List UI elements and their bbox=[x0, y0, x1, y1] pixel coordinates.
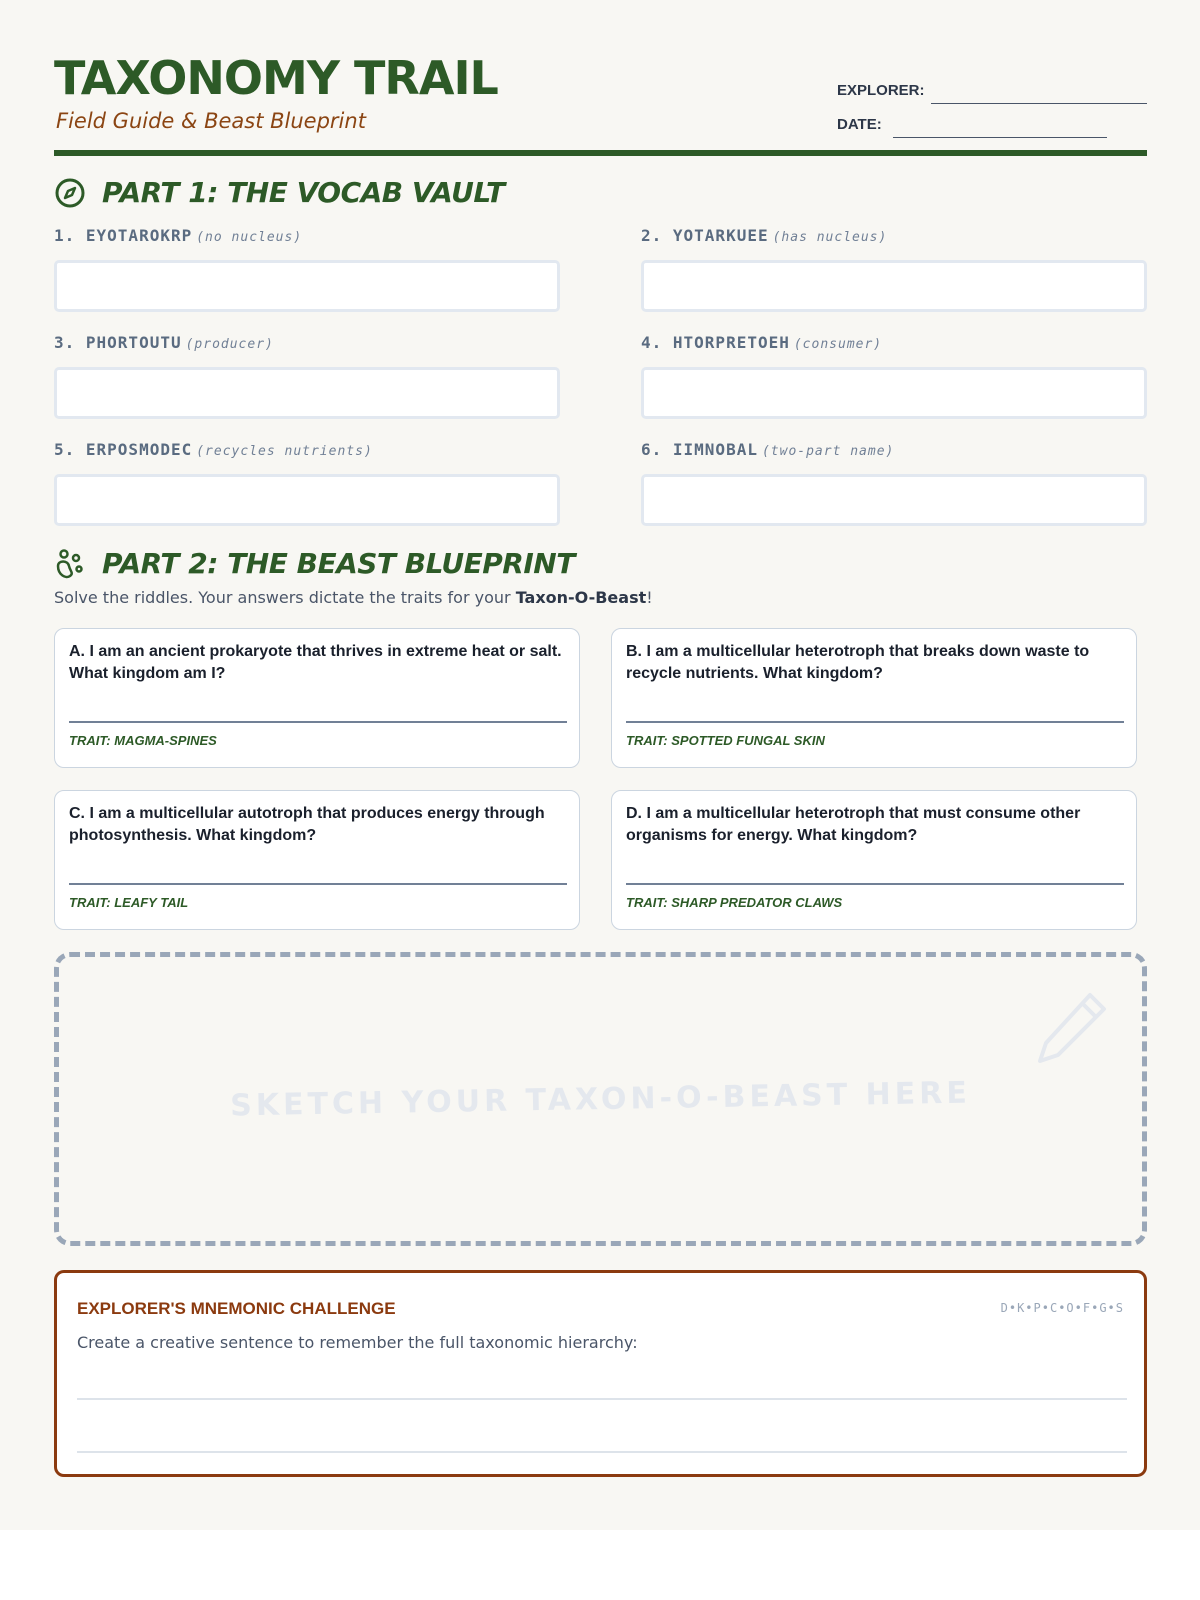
date-field[interactable] bbox=[893, 137, 1107, 138]
header-divider bbox=[54, 150, 1147, 156]
vocab-item bbox=[641, 438, 1147, 530]
riddle-card bbox=[54, 790, 580, 930]
part2-instructions bbox=[54, 588, 653, 607]
vocab-hint: (consumer) bbox=[793, 337, 883, 352]
vocab-label bbox=[54, 224, 560, 250]
riddle-question: C. I am a multicellular autotroph that produces energy through photosynthesis. What kingdom? bbox=[69, 805, 545, 844]
riddle-question: B. I am a multicellular heterotroph that breaks down waste to recycle nutrients. What kingdom? bbox=[626, 643, 1090, 682]
explorer-name-field[interactable] bbox=[931, 103, 1147, 104]
riddle-answer-line[interactable] bbox=[626, 883, 1124, 885]
vocab-word: 4. HTORPRETOEH bbox=[641, 333, 790, 352]
date-label: DATE: bbox=[837, 116, 882, 133]
vocab-word: 5. ERPOSMODEC bbox=[54, 440, 193, 459]
worksheet-subtitle: Field Guide & Beast Blueprint bbox=[56, 109, 366, 133]
riddle-answer-line[interactable] bbox=[69, 883, 567, 885]
vocab-hint: (recycles nutrients) bbox=[196, 444, 373, 459]
part1-heading-row bbox=[54, 173, 1147, 213]
riddle-trait: TRAIT: LEAFY TAIL bbox=[69, 895, 189, 910]
vocab-answer-box[interactable] bbox=[641, 367, 1147, 419]
date-row bbox=[837, 114, 1147, 148]
vocab-item bbox=[641, 331, 1147, 423]
vocab-item bbox=[54, 224, 560, 316]
riddle-card bbox=[54, 628, 580, 768]
vocab-answer-box[interactable] bbox=[54, 367, 560, 419]
riddle-trait: TRAIT: SPOTTED FUNGAL SKIN bbox=[626, 733, 825, 748]
riddle-trait: TRAIT: MAGMA-SPINES bbox=[69, 733, 217, 748]
sketch-placeholder: SKETCH YOUR TAXON-O-BEAST HERE bbox=[229, 1075, 972, 1123]
taxonomy-code: D•K•P•C•O•F•G•S bbox=[1000, 1301, 1124, 1315]
explorer-label: EXPLORER: bbox=[837, 82, 925, 99]
explorer-row bbox=[837, 80, 1147, 114]
vocab-word: 3. PHORTOUTU bbox=[54, 333, 182, 352]
vocab-hint: (has nucleus) bbox=[772, 230, 888, 245]
intro-beast-name: Taxon-O-Beast bbox=[515, 588, 647, 607]
mnemonic-challenge bbox=[54, 1270, 1147, 1477]
paw-print-icon bbox=[54, 548, 86, 580]
pencil-icon bbox=[1032, 987, 1112, 1067]
vocab-item bbox=[641, 224, 1147, 316]
mnemonic-answer-line[interactable] bbox=[77, 1451, 1127, 1453]
vocab-label bbox=[641, 224, 1147, 250]
vocab-answer-box[interactable] bbox=[54, 260, 560, 312]
intro-suffix: ! bbox=[646, 588, 653, 607]
vocab-label bbox=[641, 438, 1147, 464]
part1-heading: PART 1: THE VOCAB VAULT bbox=[102, 176, 505, 209]
riddle-card bbox=[611, 628, 1137, 768]
sketch-area[interactable] bbox=[54, 952, 1147, 1246]
riddle-answer-line[interactable] bbox=[69, 721, 567, 723]
vocab-word: 1. EYOTAROKRP bbox=[54, 226, 193, 245]
riddle-question: D. I am a multicellular heterotroph that must consume other organisms for energy. What kingdom? bbox=[626, 805, 1081, 844]
vocab-label bbox=[641, 331, 1147, 357]
intro-text: Solve the riddles. Your answers dictate the traits for your bbox=[54, 588, 516, 607]
riddle-question: A. I am an ancient prokaryote that thrives in extreme heat or salt. What kingdom am I? bbox=[69, 643, 562, 682]
part2-heading: PART 2: THE BEAST BLUEPRINT bbox=[102, 547, 575, 580]
vocab-hint: (producer) bbox=[185, 337, 274, 352]
riddle-trait: TRAIT: SHARP PREDATOR CLAWS bbox=[626, 895, 843, 910]
vocab-answer-box[interactable] bbox=[641, 474, 1147, 526]
riddle-answer-line[interactable] bbox=[626, 721, 1124, 723]
vocab-hint: (no nucleus) bbox=[196, 230, 303, 245]
vocab-hint: (two-part name) bbox=[761, 444, 895, 459]
compass-icon bbox=[54, 177, 86, 209]
mnemonic-title: EXPLORER'S MNEMONIC CHALLENGE bbox=[77, 1299, 396, 1318]
vocab-word: 2. YOTARKUEE bbox=[641, 226, 769, 245]
vocab-answer-box[interactable] bbox=[54, 474, 560, 526]
mnemonic-answer-line[interactable] bbox=[77, 1398, 1127, 1400]
vocab-label bbox=[54, 438, 560, 464]
vocab-label bbox=[54, 331, 560, 357]
worksheet-title: TAXONOMY TRAIL bbox=[54, 51, 498, 105]
part2-heading-row bbox=[54, 544, 1147, 584]
explorer-info bbox=[837, 80, 1147, 148]
mnemonic-prompt: Create a creative sentence to remember the full taxonomic hierarchy: bbox=[77, 1333, 638, 1352]
worksheet-header bbox=[54, 50, 1147, 158]
riddle-card bbox=[611, 790, 1137, 930]
vocab-word: 6. IIMNOBAL bbox=[641, 440, 758, 459]
vocab-item bbox=[54, 438, 560, 530]
vocab-item bbox=[54, 331, 560, 423]
vocab-answer-box[interactable] bbox=[641, 260, 1147, 312]
vocab-vault bbox=[54, 224, 1147, 534]
